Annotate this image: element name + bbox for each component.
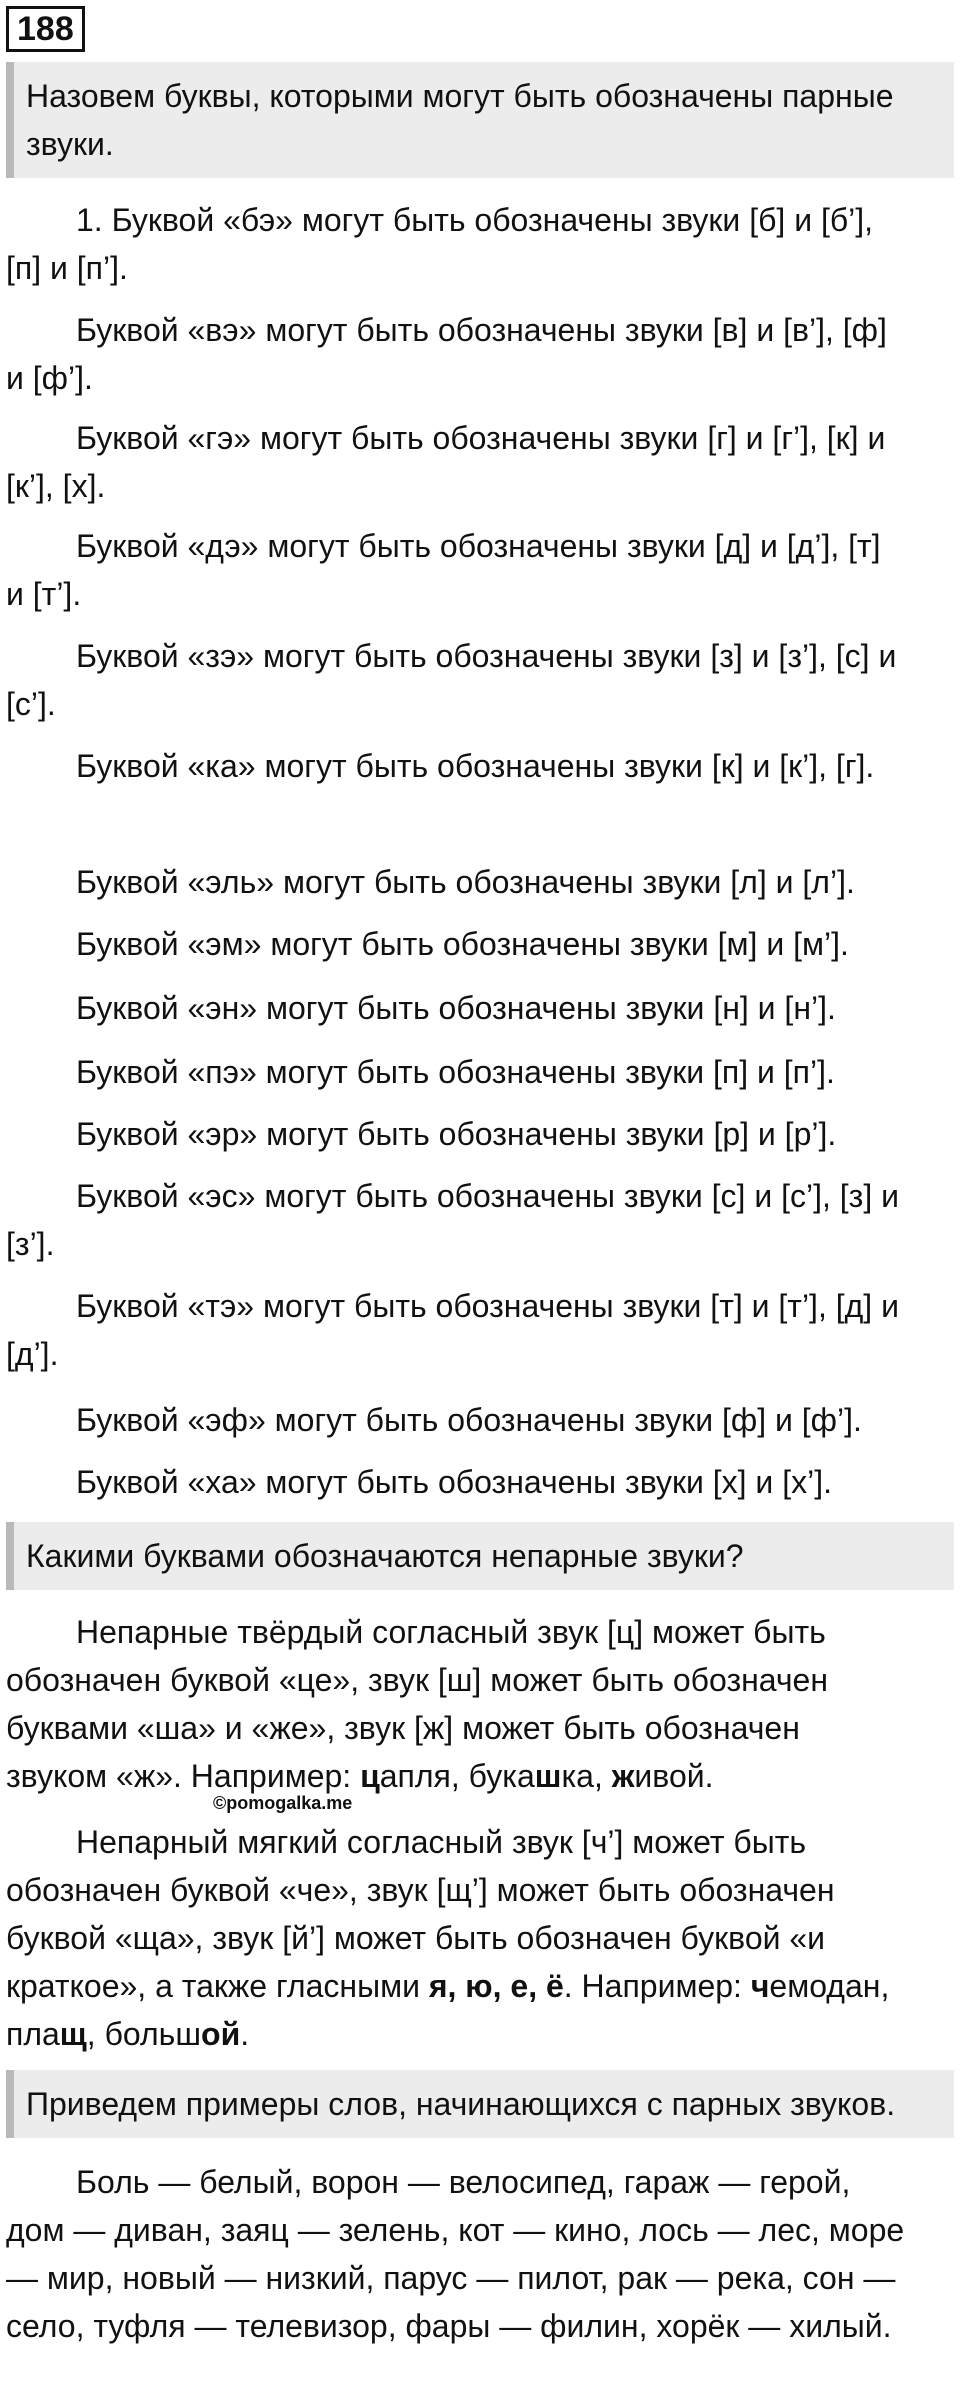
vowels: я, ю, е, ё [428,1968,564,2004]
answer-paragraph-11: Буквой «эр» могут быть обозначены звуки [р] и [р’]. [76,1116,837,1152]
unpaired-hard-text: Непарные твёрдый согласный звук [ц] может быть обозначен буквой «це», звук [ш] может быть обозначен буквами «ша» и «же», звук [ж] может быть обозначен звуком «ж». Например: [6,1614,829,1794]
example-letter: ш [534,1758,562,1794]
answer-paragraph-9: Буквой «эн» могут быть обозначены звуки [н] и [н’]. [76,990,836,1026]
example-word-part: . [240,2016,250,2052]
answer-paragraph-4: Буквой «дэ» могут быть обозначены звуки [д] и [д’], [т] и [т’]. [6,528,881,612]
answer-paragraph-7: Буквой «эль» могут быть обозначены звуки [л] и [л’]. [76,864,855,900]
example-word-part: емодан, [769,1968,890,2004]
question-heading-3: Приведем примеры слов, начинающихся с парных звуков. [6,2070,954,2138]
answer-paragraph-2: Буквой «вэ» могут быть обозначены звуки [в] и [в’], [ф] и [ф’]. [6,312,887,396]
example-word-part: , [86,2016,105,2052]
example-word-part: ивой. [634,1758,714,1794]
example-word-part: апля, [379,1758,469,1794]
example-letter: ц [360,1758,380,1794]
answer-paragraph-5: Буквой «зэ» могут быть обозначены звуки [з] и [з’], [с] и [с’]. [6,638,897,722]
answer-paragraph-15: Буквой «ха» могут быть обозначены звуки [х] и [х’]. [76,1464,832,1500]
answer-paragraph-10: Буквой «пэ» могут быть обозначены звуки [п] и [п’]. [76,1054,835,1090]
example-word-part: ка, [561,1758,612,1794]
watermark: ©pomogalka.me [213,1793,353,1813]
example-letter: ой [201,2016,241,2052]
example-word-part: бука [468,1758,535,1794]
example-label: . Например: [563,1968,742,2004]
answer-paragraph-14: Буквой «эф» могут быть обозначены звуки [ф] и [ф’]. [76,1402,862,1438]
answer-paragraph-unpaired-hard [6,1608,906,1800]
question-heading-1: Назовем буквы, которыми могут быть обозначены парные звуки. [6,62,954,178]
answer-paragraph-8: Буквой «эм» могут быть обозначены звуки [м] и [м’]. [76,926,849,962]
answer-paragraph-1: 1. Буквой «бэ» могут быть обозначены звуки [б] и [б’], [п] и [п’]. [6,202,874,286]
answer-paragraph-13: Буквой «тэ» могут быть обозначены звуки [т] и [т’], [д] и [д’]. [6,1288,899,1372]
answer-paragraph-unpaired-soft [6,1818,906,2058]
answer-paragraph-examples: Боль — белый, ворон — велосипед, гараж — герой, дом — диван, заяц — зелень, кот — кино, лось — лес, море — мир, новый — низкий, парус — пилот, рак — река, сон — село, туфля — телевизор, фары — филин, хорёк — хилый. [6,2164,905,2344]
unpaired-soft-text: Непарный мягкий согласный звук [ч’] может быть обозначен буквой «че», звук [щ’] может быть обозначен буквой «ща», звук [й’] может быть обозначен буквой «и краткое», а также гласными [6,1824,835,2004]
example-word-part: пла [6,2016,60,2052]
example-word-part: больш [104,2016,202,2052]
example-letter: ч [750,1968,770,2004]
answer-paragraph-12: Буквой «эс» могут быть обозначены звуки [с] и [с’], [з] и [з’]. [6,1178,899,1262]
example-letter: щ [59,2016,87,2052]
example-letter: ж [611,1758,635,1794]
answer-paragraph-3: Буквой «гэ» могут быть обозначены звуки [г] и [г’], [к] и [к’], [х]. [6,420,886,504]
question-heading-2: Какими буквами обозначаются непарные звуки? [6,1522,954,1590]
answer-paragraph-6: Буквой «ка» могут быть обозначены звуки [к] и [к’], [г]. [76,748,875,784]
task-number: 188 [6,6,85,52]
